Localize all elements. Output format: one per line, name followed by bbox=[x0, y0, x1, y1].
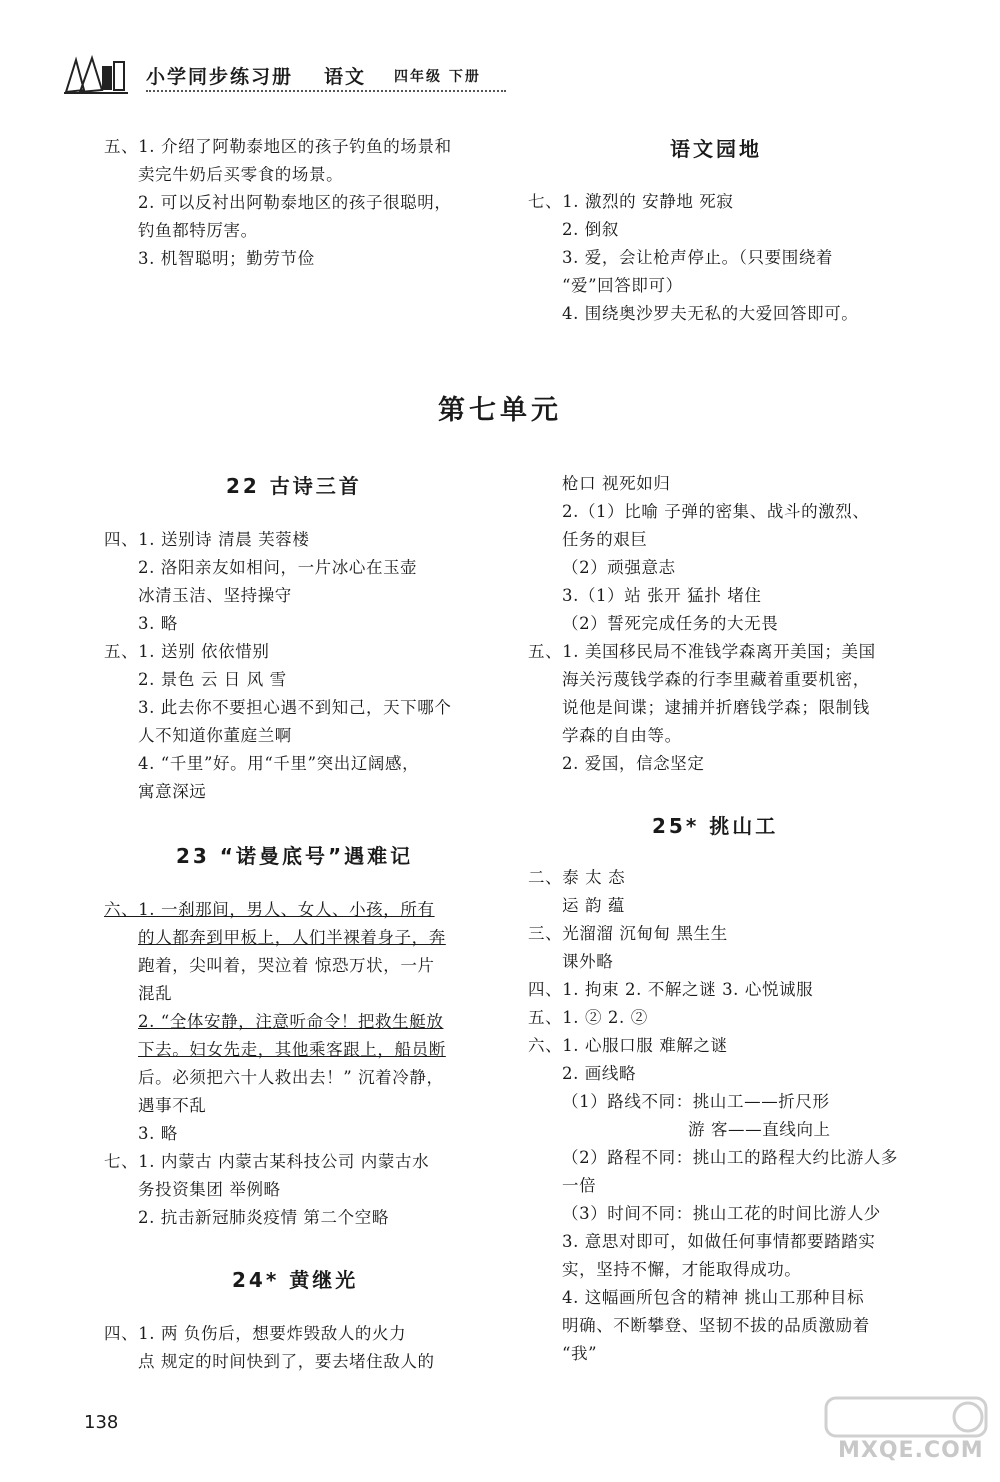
answer-line: （2）誓死完成任务的大无畏 bbox=[562, 614, 779, 633]
answer-line: 海关污蔑钱学森的行李里藏着重要机密， bbox=[562, 670, 870, 689]
answer-line: 学森的自由等。 bbox=[562, 726, 682, 745]
answer-line: 2.（1）比喻 子弹的密集、战斗的激烈、 bbox=[562, 502, 870, 521]
answer-line: 4. 这幅画所包含的精神 挑山工那种目标 bbox=[562, 1288, 865, 1307]
answer-line: 点 规定的时间快到了，要去堵住敌人的 bbox=[138, 1352, 435, 1371]
answer-line: 2. 可以反衬出阿勒泰地区的孩子很聪明， bbox=[138, 193, 452, 212]
answer-line: 课外略 bbox=[562, 952, 614, 971]
answer-line: “爱”回答即可） bbox=[562, 276, 683, 295]
answer-line: “我” bbox=[562, 1344, 598, 1363]
answer-line: （2）路程不同：挑山工的路程大约比游人多 bbox=[562, 1148, 898, 1167]
answer-line: 五、1. ② 2. ② bbox=[528, 1008, 648, 1027]
answer-line: 遇事不乱 bbox=[138, 1096, 207, 1115]
answer-line: 人不知道你董庭兰啊 bbox=[138, 726, 292, 745]
answer-line: 2. 洛阳亲友如相问，一片冰心在玉壶 bbox=[138, 558, 418, 577]
answer-line: 六、1. 心服口服 难解之谜 bbox=[528, 1036, 728, 1055]
section-title: 语文园地 bbox=[670, 137, 762, 161]
answer-line: 五、1. 送别 依依惜别 bbox=[104, 642, 270, 661]
answer-line: （1）路线不同：挑山工——折尺形 bbox=[562, 1092, 830, 1111]
section-title: 22 古诗三首 bbox=[226, 474, 362, 498]
book-subject: 语文 bbox=[324, 66, 367, 88]
answer-line: 2. “全体安静，注意听命令！把救生艇放 bbox=[138, 1012, 444, 1031]
section-title: 24* 黄继光 bbox=[232, 1268, 359, 1292]
answer-line: 四、1. 送别诗 清晨 芙蓉楼 bbox=[104, 530, 310, 549]
answer-line: 七、1. 内蒙古 内蒙古某科技公司 内蒙古水 bbox=[104, 1152, 430, 1171]
book-logo-icon bbox=[62, 52, 132, 96]
answer-line: 说他是间谍；逮捕并折磨钱学森；限制钱 bbox=[562, 698, 870, 717]
answer-line: 跑着，尖叫着，哭泣着 惊恐万状，一片 bbox=[138, 956, 435, 975]
answer-line: 七、1. 激烈的 安静地 死寂 bbox=[528, 192, 734, 211]
answer-line: 任务的艰巨 bbox=[562, 530, 648, 549]
answer-line: 2. 倒叙 bbox=[562, 220, 619, 239]
section-title: 25* 挑山工 bbox=[652, 814, 779, 838]
watermark-text: MXQE.COM bbox=[838, 1438, 984, 1463]
answer-line: 2. 爱国，信念坚定 bbox=[562, 754, 705, 773]
answer-line: 四、1. 两 负伤后，想要炸毁敌人的火力 bbox=[104, 1324, 407, 1343]
answer-line: 五、1. 介绍了阿勒泰地区的孩子钓鱼的场景和 bbox=[104, 137, 452, 156]
answer-line: 四、1. 拘束 2. 不解之谜 3. 心悦诚服 bbox=[528, 980, 814, 999]
answer-line: 务投资集团 举例略 bbox=[138, 1180, 281, 1199]
header-rule bbox=[146, 90, 506, 92]
answer-line: 4. “千里”好。用“千里”突出辽阔感， bbox=[138, 754, 420, 773]
page-header bbox=[62, 52, 942, 98]
book-title: 小学同步练习册 bbox=[146, 66, 294, 88]
answer-line: 二、泰 太 态 bbox=[528, 868, 626, 887]
answer-line: 五、1. 美国移民局不准钱学森离开美国；美国 bbox=[528, 642, 876, 661]
answer-line: 3.（1）站 张开 猛扑 堵住 bbox=[562, 586, 762, 605]
answer-line: 钓鱼都特厉害。 bbox=[138, 221, 258, 240]
answer-line: 3. 略 bbox=[138, 614, 178, 633]
answer-line: 的人都奔到甲板上，人们半裸着身子，奔 bbox=[138, 928, 446, 947]
answer-line: 后。必须把六十人救出去！” 沉着冷静， bbox=[138, 1068, 444, 1087]
answer-line: 3. 机智聪明；勤劳节俭 bbox=[138, 249, 315, 268]
answer-line: 4. 围绕奥沙罗夫无私的大爱回答即可。 bbox=[562, 304, 859, 323]
answer-line: 三、光溜溜 沉甸甸 黑生生 bbox=[528, 924, 728, 943]
answer-line: （2）顽强意志 bbox=[562, 558, 676, 577]
answer-line: 混乱 bbox=[138, 984, 173, 1003]
answer-line: 一倍 bbox=[562, 1176, 597, 1195]
answer-line: 明确、不断攀登、坚韧不拔的品质激励着 bbox=[562, 1316, 870, 1335]
answer-line: 枪口 视死如归 bbox=[562, 474, 671, 493]
answer-line: 实，坚持不懈，才能取得成功。 bbox=[562, 1260, 802, 1279]
answer-line: 3. 意思对即可，如做任何事情都要踏踏实 bbox=[562, 1232, 876, 1251]
answer-line: 卖完牛奶后买零食的场景。 bbox=[138, 165, 344, 184]
unit-title: 第七单元 bbox=[438, 395, 562, 426]
watermark-logo-icon bbox=[818, 1392, 996, 1442]
answer-line: 3. 爱，会让枪声停止。（只要围绕着 bbox=[562, 248, 834, 267]
answer-line: 2. 景色 云 日 风 雪 bbox=[138, 670, 287, 689]
answer-line: 3. 略 bbox=[138, 1124, 178, 1143]
answer-line: （3）时间不同：挑山工花的时间比游人少 bbox=[562, 1204, 881, 1223]
answer-line: 2. 画线略 bbox=[562, 1064, 637, 1083]
answer-line: 六、1. 一刹那间，男人、女人、小孩，所有 bbox=[104, 900, 435, 919]
watermark bbox=[818, 1392, 996, 1478]
answer-line: 2. 抗击新冠肺炎疫情 第二个空略 bbox=[138, 1208, 389, 1227]
answer-line: 下去。妇女先走，其他乘客跟上，船员断 bbox=[138, 1040, 446, 1059]
answer-line: 寓意深远 bbox=[138, 782, 207, 801]
section-title: 23 “诺曼底号”遇难记 bbox=[176, 844, 414, 868]
answer-line: 冰清玉洁、坚持操守 bbox=[138, 586, 292, 605]
answer-line: 3. 此去你不要担心遇不到知己，天下哪个 bbox=[138, 698, 452, 717]
book-grade: 四年级 下册 bbox=[394, 69, 481, 85]
answer-line: 游 客——直线向上 bbox=[688, 1120, 831, 1139]
page-number: 138 bbox=[84, 1412, 119, 1433]
answer-line: 运 韵 蕴 bbox=[562, 896, 625, 915]
